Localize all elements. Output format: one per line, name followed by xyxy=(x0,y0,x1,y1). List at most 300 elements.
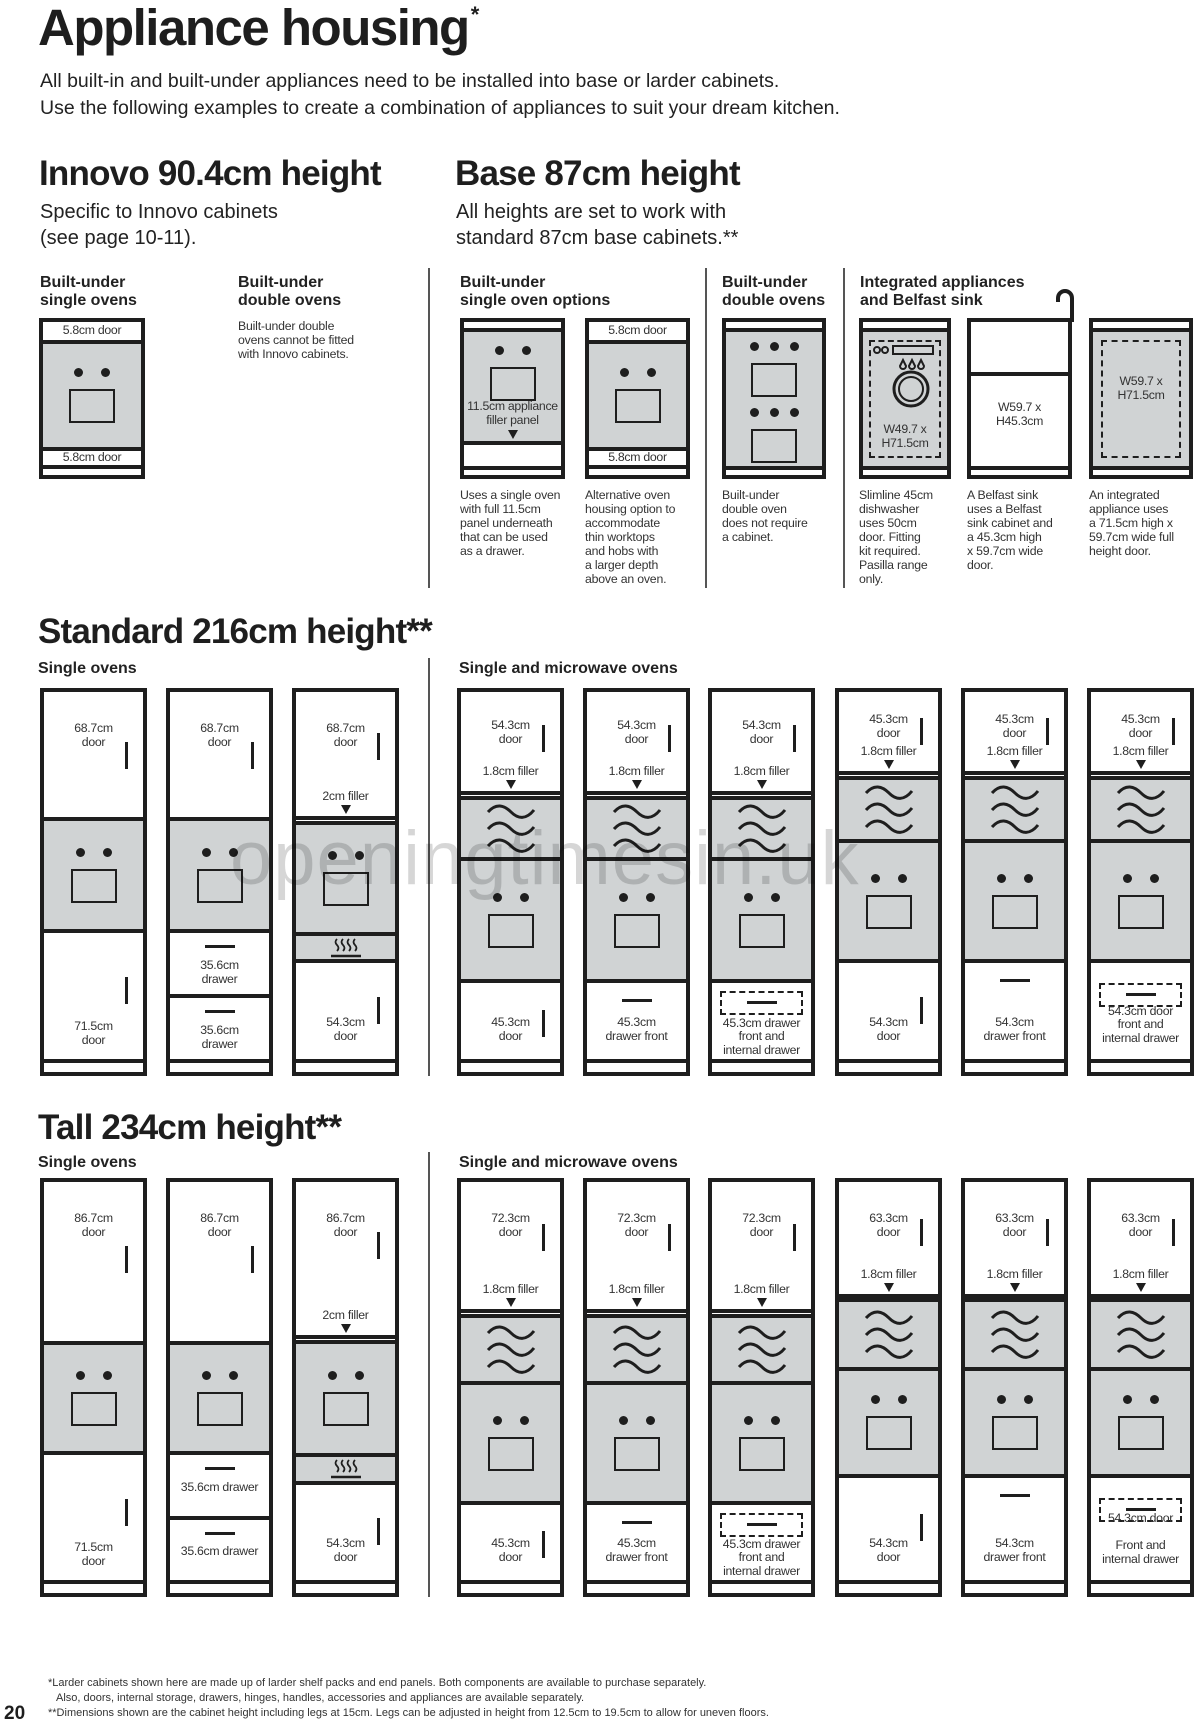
cabinet-segment-plinth xyxy=(589,465,686,475)
drawer-handle xyxy=(747,1523,777,1526)
knob-dot xyxy=(74,368,83,377)
oven-knobs xyxy=(74,368,110,377)
cabinet-segment-door xyxy=(587,1182,686,1309)
subtitle-line: standard 87cm base cabinets.** xyxy=(456,227,739,249)
oven-knobs xyxy=(1123,1395,1159,1404)
knob-dot xyxy=(101,368,110,377)
knob-dot xyxy=(620,368,629,377)
drawer-label: 35.6cm drawer xyxy=(200,1023,239,1051)
cabinet-segment-door xyxy=(44,929,143,1059)
knob-dot xyxy=(646,1416,655,1425)
door-handle xyxy=(1172,718,1175,745)
drawer-label: 54.3cm drawer front xyxy=(983,1536,1046,1564)
microwave-waves-icon xyxy=(839,1308,938,1367)
filler-note: 1.8cm filler xyxy=(986,1266,1043,1281)
standard-micro-heading: Single and microwave ovens xyxy=(459,660,678,677)
cabinet-segment-door xyxy=(712,1182,811,1309)
cabinet-segment-plinth xyxy=(971,466,1068,475)
oven-knobs xyxy=(328,1371,364,1380)
oven-window xyxy=(992,895,1038,929)
microwave-waves-icon xyxy=(461,802,560,861)
filler-note: 1.8cm filler xyxy=(733,763,790,778)
cabinet-segment-drawerfront xyxy=(587,979,686,1059)
door-handle xyxy=(920,997,923,1024)
knob-dot xyxy=(871,1395,880,1404)
drawer-label: 54.3cm door Front and internal drawer xyxy=(1102,1511,1179,1566)
knob-dot xyxy=(103,848,112,857)
cabinet-segment-plinth xyxy=(712,1580,811,1593)
knob-dot xyxy=(790,408,799,417)
oven-knobs xyxy=(493,893,529,902)
dimension-label: W49.7 x H71.5cm xyxy=(881,422,929,450)
knob-dot xyxy=(744,893,753,902)
knob-dot xyxy=(229,848,238,857)
oven-window xyxy=(323,872,369,906)
arrow-down-icon xyxy=(1136,1283,1146,1292)
cabinet-segment-oven xyxy=(464,328,561,441)
cabinet-segment-drawer xyxy=(170,1516,269,1580)
oven-knobs xyxy=(1123,874,1159,883)
drawer-handle xyxy=(205,945,235,948)
oven-window xyxy=(71,869,117,903)
cabinet-segment-plinth xyxy=(296,1580,395,1593)
dishwasher-icon xyxy=(871,344,939,413)
cabinet-segment-door xyxy=(461,1501,560,1580)
microwave-waves-icon xyxy=(587,1323,686,1382)
cabinet-segment-door xyxy=(296,1182,395,1335)
knob-dot xyxy=(1123,874,1132,883)
cabinet-segment-door xyxy=(296,1481,395,1580)
base-title: Base 87cm height xyxy=(455,154,740,193)
knob-dot xyxy=(619,1416,628,1425)
cabinet xyxy=(708,688,815,1076)
cabinet-segment-oven xyxy=(44,817,143,929)
intro-line: Use the following examples to create a combination of appliances to suit your dream kitchen. xyxy=(40,97,840,119)
door-label: 72.3cm door xyxy=(617,1211,656,1239)
door-handle xyxy=(1046,1219,1049,1246)
oven-knobs xyxy=(202,848,238,857)
cabinet-segment-micro xyxy=(1091,1298,1190,1367)
innovo-double-heading: Built-under double ovens xyxy=(238,274,342,309)
knob-dot xyxy=(520,1416,529,1425)
cabinet-segment-strip xyxy=(589,322,686,340)
cabinet-segment-micro xyxy=(587,1314,686,1381)
door-handle xyxy=(1046,718,1049,745)
oven-knobs xyxy=(76,1371,112,1380)
oven-window xyxy=(615,389,661,423)
cabinet xyxy=(292,1178,399,1597)
filler-note: 1.8cm filler xyxy=(986,743,1043,758)
oven-window xyxy=(866,895,912,929)
oven-knobs xyxy=(328,851,364,860)
door-handle xyxy=(920,1514,923,1541)
cabinet-segment-dashdrawer xyxy=(712,1501,811,1580)
microwave-waves-icon xyxy=(1091,783,1190,842)
cabinet-segment-micro xyxy=(1091,776,1190,839)
oven-icon xyxy=(1091,1395,1190,1450)
page-title xyxy=(38,0,478,57)
base-group-heading: Built-under double ovens xyxy=(722,274,826,309)
knob-dot xyxy=(328,851,337,860)
filler-note: 1.8cm filler xyxy=(733,1281,790,1296)
cabinet-segment-warmer xyxy=(296,932,395,959)
door-handle xyxy=(920,1219,923,1246)
door-label: 72.3cm door xyxy=(491,1211,530,1239)
arrow-down-icon xyxy=(884,760,894,769)
door-label: 54.3cm door xyxy=(742,718,781,746)
cabinet-segment-plinth xyxy=(170,1580,269,1593)
filler-note: 1.8cm filler xyxy=(1112,1266,1169,1281)
cabinet-segment-door xyxy=(44,692,143,817)
cabinet xyxy=(1087,1178,1194,1597)
cabinet xyxy=(961,1178,1068,1597)
knob-dot xyxy=(771,1416,780,1425)
drawer-label: 45.3cm drawer front xyxy=(605,1536,668,1564)
segment-label: 5.8cm door xyxy=(608,323,667,337)
filler-note: 1.8cm filler xyxy=(1112,743,1169,758)
cabinet-segment-door xyxy=(461,692,560,791)
cabinet-segment-oven xyxy=(461,857,560,979)
cabinet xyxy=(859,318,951,479)
cabinet-segment-drawer xyxy=(170,1451,269,1516)
knob-dot xyxy=(898,1395,907,1404)
cabinet xyxy=(961,688,1068,1076)
cabinet-segment-plinth xyxy=(712,1059,811,1072)
oven-knobs xyxy=(871,874,907,883)
microwave-waves-icon xyxy=(839,783,938,842)
cabinet-segment-oven xyxy=(461,1381,560,1501)
cabinet-segment-door xyxy=(461,979,560,1059)
cabinet-segment-plinth xyxy=(170,1059,269,1072)
segment-label: 5.8cm door xyxy=(62,323,122,337)
door-label: 54.3cm door xyxy=(869,1536,908,1564)
cabinet-segment-micro xyxy=(461,1314,560,1381)
cabinet xyxy=(166,1178,273,1597)
oven-icon xyxy=(170,1371,269,1426)
arrow-down-icon xyxy=(341,805,351,814)
knob-dot xyxy=(898,874,907,883)
cabinet-segment-oven xyxy=(1091,1367,1190,1474)
oven-window xyxy=(751,429,797,463)
door-label: 86.7cm door xyxy=(200,1211,239,1239)
arrow-down-icon xyxy=(632,780,642,789)
arrow-down-icon xyxy=(757,780,767,789)
cabinet-segment-door xyxy=(712,692,811,791)
drawer-label: 45.3cm drawer front and internal drawer xyxy=(722,1536,801,1578)
oven-knobs xyxy=(997,874,1033,883)
door-label: 63.3cm door xyxy=(1121,1211,1160,1239)
standard-single-heading: Single ovens xyxy=(38,660,137,677)
cabinet-segment-plinth xyxy=(726,466,822,475)
knob-dot xyxy=(328,1371,337,1380)
drawer-handle xyxy=(622,999,652,1002)
filler-note: 1.8cm filler xyxy=(608,763,665,778)
filler-note: 2cm filler xyxy=(322,788,369,803)
drawer-handle xyxy=(205,1010,235,1013)
oven-icon xyxy=(44,1371,143,1426)
cabinet-segment-oven xyxy=(296,821,395,932)
filler-note: 1.8cm filler xyxy=(860,743,917,758)
page-title-text: Appliance housing xyxy=(38,0,469,56)
oven-window xyxy=(739,914,785,948)
knob-dot xyxy=(1123,1395,1132,1404)
cabinet-segment-door xyxy=(839,1182,938,1294)
drawer-label: 35.6cm drawer xyxy=(180,1544,259,1558)
cabinet-segment-door xyxy=(839,1474,938,1580)
door-handle xyxy=(542,1010,545,1037)
cabinet-segment-plinth xyxy=(464,466,561,475)
cabinet xyxy=(1087,688,1194,1076)
knob-dot xyxy=(619,893,628,902)
cabinet xyxy=(708,1178,815,1597)
cabinet xyxy=(457,688,564,1076)
oven-knobs xyxy=(619,1416,655,1425)
standard-title: Standard 216cm height** xyxy=(38,612,432,651)
oven-knobs xyxy=(495,346,531,355)
knob-dot xyxy=(520,893,529,902)
subtitle-line: Specific to Innovo cabinets xyxy=(40,201,278,223)
cabinet-segment-door xyxy=(170,1182,269,1341)
knob-dot xyxy=(355,851,364,860)
knob-dot xyxy=(1150,1395,1159,1404)
cabinet-segment-door xyxy=(587,692,686,791)
door-label: 45.3cm door xyxy=(491,1015,530,1043)
door-label: 68.7cm door xyxy=(326,721,365,749)
page-number: 20 xyxy=(4,1703,26,1724)
door-handle xyxy=(125,977,128,1004)
oven-icon xyxy=(587,1416,686,1471)
cabinet-segment-drawerfront xyxy=(587,1501,686,1580)
door-handle xyxy=(793,1224,796,1251)
knob-dot xyxy=(76,848,85,857)
oven-window xyxy=(197,1392,243,1426)
oven-icon xyxy=(726,408,822,463)
door-label: 68.7cm door xyxy=(74,721,113,749)
microwave-waves-icon xyxy=(965,783,1064,842)
cabinet-segment-door xyxy=(296,692,395,816)
microwave-waves-icon xyxy=(712,802,811,861)
cabinet-segment-drawer xyxy=(170,929,269,994)
arrow-down-icon xyxy=(1010,1283,1020,1292)
door-label: 54.3cm door xyxy=(326,1015,365,1043)
cabinet-segment-door xyxy=(1091,692,1190,771)
oven-knobs xyxy=(620,368,656,377)
cabinet xyxy=(292,688,399,1076)
innovo-double-note: Built-under double ovens cannot be fitted with Innovo cabinets. xyxy=(238,319,354,361)
arrow-down-icon xyxy=(632,1298,642,1307)
cabinet-segment-door xyxy=(296,959,395,1059)
oven-window xyxy=(992,1416,1038,1450)
door-label: 86.7cm door xyxy=(326,1211,365,1239)
cabinet-segment-micro xyxy=(839,776,938,839)
oven-window xyxy=(69,389,115,423)
knob-dot xyxy=(750,342,759,351)
cabinet-segment-plinth xyxy=(587,1059,686,1072)
footnote: *Larder cabinets shown here are made up of larder shelf packs and end panels. Both components are available to purchase separately. xyxy=(48,1677,707,1689)
cabinet xyxy=(166,688,273,1076)
door-label: 68.7cm door xyxy=(200,721,239,749)
oven-icon xyxy=(43,368,141,423)
oven-icon xyxy=(712,1416,811,1471)
filler-note: 1.8cm filler xyxy=(860,1266,917,1281)
cabinet-segment-blank xyxy=(971,322,1068,372)
door-label: 45.3cm door xyxy=(995,712,1034,740)
door-label: 63.3cm door xyxy=(869,1211,908,1239)
tall-title: Tall 234cm height** xyxy=(38,1108,342,1147)
cabinet-segment-plinth xyxy=(1091,1580,1190,1593)
base-group-heading: Built-under single oven options xyxy=(460,274,611,309)
cabinet xyxy=(40,688,147,1076)
tall-micro-heading: Single and microwave ovens xyxy=(459,1154,678,1171)
door-label: 54.3cm door xyxy=(491,718,530,746)
filler-note: 1.8cm filler xyxy=(482,1281,539,1296)
oven-icon xyxy=(1091,874,1190,929)
arrow-down-icon xyxy=(1136,760,1146,769)
cabinet-segment-plinth xyxy=(965,1580,1064,1593)
cabinet-segment-oven xyxy=(587,857,686,979)
oven-knobs xyxy=(76,848,112,857)
oven-knobs xyxy=(744,893,780,902)
filler-note: 2cm filler xyxy=(322,1307,369,1322)
knob-dot xyxy=(493,1416,502,1425)
dimension-label: W59.7 x H45.3cm xyxy=(995,400,1044,428)
divider xyxy=(428,658,430,1076)
tall-single-heading: Single ovens xyxy=(38,1154,137,1171)
knob-dot xyxy=(1024,874,1033,883)
knob-dot xyxy=(997,874,1006,883)
cabinet-segment-oven xyxy=(839,1367,938,1474)
drawer-handle xyxy=(205,1532,235,1535)
subtitle-line: All heights are set to work with xyxy=(456,201,727,223)
oven-window xyxy=(866,1416,912,1450)
cabinet-description: Alternative oven housing option to accommodate thin worktops and hobs with a larger depth above an oven. xyxy=(585,488,676,586)
knob-dot xyxy=(355,1371,364,1380)
microwave-waves-icon xyxy=(461,1323,560,1382)
base-subtitle xyxy=(456,199,738,251)
sink-tap-icon xyxy=(1052,288,1076,322)
cabinet-segment-integrated xyxy=(1093,328,1189,466)
door-handle xyxy=(542,1224,545,1251)
oven-knobs xyxy=(997,1395,1033,1404)
oven-window xyxy=(323,1392,369,1426)
oven-icon xyxy=(587,893,686,948)
cabinet-segment-micro xyxy=(839,1298,938,1367)
microwave-waves-icon xyxy=(1091,1308,1190,1367)
drawer-label: 45.3cm drawer front and internal drawer xyxy=(722,1015,801,1057)
door-handle xyxy=(668,1224,671,1251)
knob-dot xyxy=(871,874,880,883)
oven-knobs xyxy=(750,342,799,351)
oven-window xyxy=(1118,1416,1164,1450)
cabinet-description: An integrated appliance uses a 71.5cm high x 59.7cm wide full height door. xyxy=(1089,488,1174,558)
door-handle xyxy=(377,997,380,1024)
internal-drawer-outline xyxy=(720,991,803,1015)
cabinet xyxy=(835,1178,942,1597)
drawer-label: 35.6cm drawer xyxy=(180,1480,259,1494)
cabinet-segment-micro xyxy=(712,1314,811,1381)
oven-window xyxy=(1118,895,1164,929)
cabinet-segment-plinth xyxy=(461,1580,560,1593)
knob-dot xyxy=(790,342,799,351)
cabinet-segment-oven xyxy=(43,340,141,447)
knob-dot xyxy=(1024,1395,1033,1404)
base-group-heading: Integrated appliances and Belfast sink xyxy=(860,274,1025,309)
knob-dot xyxy=(495,346,504,355)
door-handle xyxy=(377,733,380,760)
cabinet-segment-plinth xyxy=(44,1059,143,1072)
cabinet-segment-plinth xyxy=(839,1059,938,1072)
oven-icon xyxy=(296,1371,395,1426)
cabinet-segment-strip xyxy=(589,447,686,465)
innovo-subtitle xyxy=(40,199,278,251)
knob-dot xyxy=(1150,874,1159,883)
cabinet-description: Built-under double oven does not require a cabinet. xyxy=(722,488,808,544)
drawer-label: 54.3cm door front and internal drawer xyxy=(1102,1003,1179,1045)
oven-icon xyxy=(839,874,938,929)
drawer-handle xyxy=(205,1467,235,1470)
cabinet-segment-oven xyxy=(44,1341,143,1451)
oven-icon xyxy=(589,368,686,423)
door-label: 45.3cm door xyxy=(869,712,908,740)
door-label: 71.5cm door xyxy=(74,1540,113,1568)
cabinet-segment-oven xyxy=(170,1341,269,1451)
oven-icon xyxy=(461,1416,560,1471)
door-handle xyxy=(542,1531,545,1558)
drawer-handle xyxy=(1000,1494,1030,1497)
knob-dot xyxy=(770,408,779,417)
drawer-handle xyxy=(622,1521,652,1524)
door-label: 86.7cm door xyxy=(74,1211,113,1239)
arrow-down-icon xyxy=(506,1298,516,1307)
cabinet-segment-door xyxy=(839,959,938,1059)
cabinet-description: Uses a single oven with full 11.5cm panel underneath that can be used as a drawer. xyxy=(460,488,561,558)
cabinet-segment-door xyxy=(965,1182,1064,1294)
oven-window xyxy=(490,367,536,401)
filler-panel-note: 11.5cm appliance filler panel xyxy=(467,399,558,427)
cabinet xyxy=(460,318,565,479)
cabinet xyxy=(583,688,690,1076)
divider xyxy=(428,268,430,588)
door-label: 45.3cm door xyxy=(1121,712,1160,740)
cabinet xyxy=(40,1178,147,1597)
cabinet xyxy=(457,1178,564,1597)
cabinet-segment-micro xyxy=(965,776,1064,839)
cabinet-segment-warmer xyxy=(296,1453,395,1481)
oven-icon xyxy=(170,848,269,903)
cabinet-segment-oven xyxy=(1091,839,1190,959)
cabinet-segment-plinth xyxy=(43,465,141,475)
divider xyxy=(428,1152,430,1597)
knob-dot xyxy=(202,848,211,857)
cabinet-segment-oven xyxy=(296,1340,395,1453)
arrow-down-icon xyxy=(1010,760,1020,769)
cabinet-segment-door xyxy=(44,1451,143,1580)
cabinet xyxy=(1089,318,1193,479)
footnote: **Dimensions shown are the cabinet height including legs at 15cm. Legs can be adjusted in height from 12.5cm to 19.5cm to allow for uneven floors. xyxy=(48,1707,769,1719)
microwave-waves-icon xyxy=(712,1323,811,1382)
oven-window xyxy=(751,363,797,397)
knob-dot xyxy=(771,893,780,902)
door-label: 45.3cm door xyxy=(491,1536,530,1564)
oven-window xyxy=(197,869,243,903)
cabinet-segment-oven2 xyxy=(726,328,822,466)
cabinet-description: A Belfast sink uses a Belfast sink cabinet and a 45.3cm high x 59.7cm wide door. xyxy=(967,488,1053,572)
door-label: 63.3cm door xyxy=(995,1211,1034,1239)
cabinet-segment-oven xyxy=(839,839,938,959)
door-label: 54.3cm door xyxy=(326,1536,365,1564)
knob-dot xyxy=(522,346,531,355)
cabinet xyxy=(835,688,942,1076)
